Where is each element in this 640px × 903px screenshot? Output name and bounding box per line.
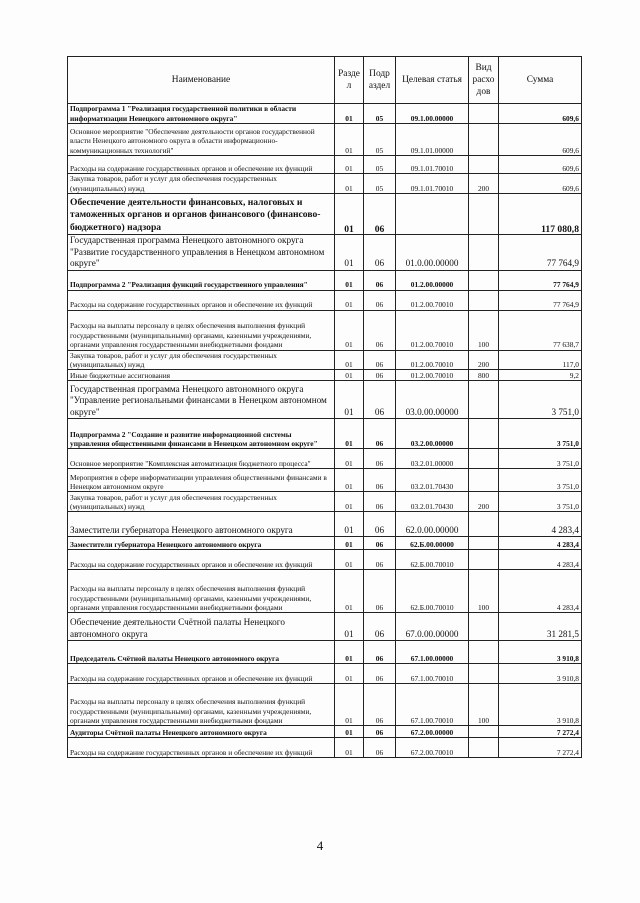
cell-expense-type	[469, 449, 499, 469]
cell-amount: 4 283,4	[499, 550, 582, 570]
table-row	[68, 570, 582, 613]
cell-target: 62.Б.00.70010	[396, 550, 469, 570]
cell-target: 67.0.00.00000	[396, 613, 469, 641]
cell-subsection: 06	[364, 550, 396, 570]
table-row	[68, 449, 582, 469]
cell-subsection: 06	[364, 738, 396, 758]
table-row	[68, 290, 582, 310]
cell-name: Основное мероприятие "Обеспечение деятельности органов государственной власти Ненецкого автономного округа в области информационно-коммуникационных технологий"	[68, 124, 335, 156]
table-row	[68, 641, 582, 664]
table-row	[68, 156, 582, 174]
cell-amount: 609,6	[499, 156, 582, 174]
cell-target: 01.2.00.70010	[396, 290, 469, 310]
cell-subsection: 06	[364, 469, 396, 492]
cell-target: 03.2.01.70430	[396, 492, 469, 512]
cell-expense-type	[469, 726, 499, 738]
table-row	[68, 104, 582, 124]
cell-target: 67.2.00.00000	[396, 726, 469, 738]
cell-subsection: 06	[364, 492, 396, 512]
cell-subsection: 06	[364, 537, 396, 550]
cell-expense-type	[469, 124, 499, 156]
cell-subsection: 06	[364, 419, 396, 449]
table-row	[68, 310, 582, 350]
cell-section: 01	[335, 194, 364, 235]
cell-target: 67.1.00.00000	[396, 641, 469, 664]
cell-name: Расходы на содержание государственных органов и обеспечение их функций	[68, 290, 335, 310]
cell-subsection: 06	[364, 726, 396, 738]
cell-section: 01	[335, 381, 364, 419]
cell-section: 01	[335, 738, 364, 758]
cell-subsection: 06	[364, 290, 396, 310]
cell-amount: 3 751,0	[499, 419, 582, 449]
cell-target: 03.0.00.00000	[396, 381, 469, 419]
table-header-row	[68, 57, 582, 104]
cell-subsection: 06	[364, 613, 396, 641]
cell-expense-type	[469, 419, 499, 449]
budget-table	[67, 56, 582, 758]
cell-amount: 4 283,4	[499, 570, 582, 613]
cell-target: 09.1.01.00000	[396, 124, 469, 156]
cell-target: 01.2.00.70010	[396, 370, 469, 381]
cell-subsection: 06	[364, 512, 396, 537]
cell-section: 01	[335, 370, 364, 381]
cell-section: 01	[335, 350, 364, 370]
cell-amount: 7 272,4	[499, 738, 582, 758]
cell-name: Расходы на содержание государственных органов и обеспечение их функций	[68, 738, 335, 758]
cell-subsection: 06	[364, 381, 396, 419]
cell-expense-type: 800	[469, 370, 499, 381]
cell-name: Подпрограмма 2 "Реализация функций государственного управления"	[68, 270, 335, 290]
cell-amount: 609,6	[499, 174, 582, 194]
cell-target: 01.2.00.00000	[396, 270, 469, 290]
cell-expense-type	[469, 381, 499, 419]
cell-target: 67.1.00.70010	[396, 684, 469, 726]
cell-name: Заместители губернатора Ненецкого автономного округа	[68, 537, 335, 550]
cell-name: Мероприятия в сфере информатизации управления общественными финансами в Ненецком автономном округе	[68, 469, 335, 492]
cell-section: 01	[335, 726, 364, 738]
cell-name: Иные бюджетные ассигнования	[68, 370, 335, 381]
cell-target: 09.1.01.70010	[396, 174, 469, 194]
cell-target: 01.2.00.70010	[396, 310, 469, 350]
page-number: 4	[316, 838, 324, 853]
cell-section: 01	[335, 235, 364, 271]
table-row	[68, 537, 582, 550]
cell-amount: 77 764,9	[499, 235, 582, 271]
cell-name: Председатель Счётной палаты Ненецкого автономного округа	[68, 641, 335, 664]
table-row	[68, 726, 582, 738]
cell-amount: 3 910,8	[499, 664, 582, 684]
cell-section: 01	[335, 290, 364, 310]
cell-target: 03.2.01.00000	[396, 449, 469, 469]
cell-expense-type	[469, 156, 499, 174]
cell-expense-type	[469, 104, 499, 124]
cell-name: Закупка товаров, работ и услуг для обеспечения государственных (муниципальных) нужд	[68, 174, 335, 194]
table-row	[68, 613, 582, 641]
cell-subsection: 05	[364, 124, 396, 156]
cell-subsection: 06	[364, 449, 396, 469]
cell-amount: 3 751,0	[499, 449, 582, 469]
cell-section: 01	[335, 613, 364, 641]
cell-section: 01	[335, 550, 364, 570]
cell-amount: 117 080,8	[499, 194, 582, 235]
cell-name: Заместители губернатора Ненецкого автономного округа	[68, 512, 335, 537]
cell-subsection: 06	[364, 310, 396, 350]
cell-target: 09.1.01.70010	[396, 156, 469, 174]
cell-name: Подпрограмма 1 "Реализация государственной политики в области информатизации Ненецкого автономного округа"	[68, 104, 335, 124]
cell-target: 67.2.00.70010	[396, 738, 469, 758]
cell-expense-type: 200	[469, 492, 499, 512]
cell-name: Закупка товаров, работ и услуг для обеспечения государственных (муниципальных) нужд	[68, 492, 335, 512]
cell-name: Обеспечение деятельности финансовых, налоговых и таможенных органов и органов финансового (финансово-бюджетного) надзора	[68, 194, 335, 235]
cell-section: 01	[335, 537, 364, 550]
table-row	[68, 194, 582, 235]
table-row	[68, 550, 582, 570]
cell-expense-type	[469, 194, 499, 235]
table-row	[68, 738, 582, 758]
cell-amount: 3 751,0	[499, 469, 582, 492]
cell-name: Расходы на выплаты персоналу в целях обеспечения выполнения функций государственными (муниципальными) органами, казенными учреждениями, органами управления государственными внебюджетными фондами	[68, 570, 335, 613]
cell-amount: 609,6	[499, 124, 582, 156]
cell-expense-type: 200	[469, 350, 499, 370]
cell-expense-type: 100	[469, 570, 499, 613]
cell-section: 01	[335, 449, 364, 469]
cell-amount: 77 638,7	[499, 310, 582, 350]
cell-expense-type	[469, 290, 499, 310]
cell-amount: 31 281,5	[499, 613, 582, 641]
cell-target: 01.0.00.00000	[396, 235, 469, 271]
header-name: Наименование	[68, 57, 335, 104]
cell-name: Основное мероприятие "Комплексная автоматизация бюджетного процесса"	[68, 449, 335, 469]
cell-section: 01	[335, 104, 364, 124]
cell-target: 62.Б.00.00000	[396, 537, 469, 550]
cell-amount: 77 764,9	[499, 290, 582, 310]
cell-section: 01	[335, 492, 364, 512]
cell-expense-type	[469, 664, 499, 684]
table-row	[68, 684, 582, 726]
cell-amount: 3 751,0	[499, 492, 582, 512]
cell-amount: 3 751,0	[499, 381, 582, 419]
table-row	[68, 469, 582, 492]
cell-amount: 117,0	[499, 350, 582, 370]
cell-target: 67.1.00.70010	[396, 664, 469, 684]
cell-name: Расходы на содержание государственных органов и обеспечение их функций	[68, 664, 335, 684]
cell-expense-type	[469, 235, 499, 271]
cell-amount: 77 764,9	[499, 270, 582, 290]
cell-target	[396, 194, 469, 235]
cell-target: 62.0.00.00000	[396, 512, 469, 537]
cell-section: 01	[335, 156, 364, 174]
cell-section: 01	[335, 684, 364, 726]
cell-name: Государственная программа Ненецкого автономного округа "Развитие государственного управления в Ненецком автономном округе"	[68, 235, 335, 271]
cell-subsection: 06	[364, 664, 396, 684]
cell-name: Расходы на содержание государственных органов и обеспечение их функций	[68, 156, 335, 174]
cell-subsection: 06	[364, 684, 396, 726]
cell-name: Расходы на выплаты персоналу в целях обеспечения выполнения функций государственными (муниципальными) органами, казенными учреждениями, органами управления государственными внебюджетными фондами	[68, 310, 335, 350]
cell-name: Обеспечение деятельности Счётной палаты Ненецкого автономного округа	[68, 613, 335, 641]
cell-section: 01	[335, 270, 364, 290]
cell-section: 01	[335, 641, 364, 664]
table-row	[68, 350, 582, 370]
cell-subsection: 06	[364, 350, 396, 370]
cell-expense-type	[469, 469, 499, 492]
cell-amount: 9,2	[499, 370, 582, 381]
cell-subsection: 06	[364, 641, 396, 664]
table-row	[68, 419, 582, 449]
cell-section: 01	[335, 512, 364, 537]
cell-name: Государственная программа Ненецкого автономного округа "Управление региональными финансами в Ненецком автономном округе"	[68, 381, 335, 419]
header-section: Разде л	[335, 57, 364, 104]
cell-name: Подпрограмма 2 "Создание и развитие информационной системы управления общественными финансами в Ненецком автономном округе"	[68, 419, 335, 449]
cell-expense-type	[469, 641, 499, 664]
cell-expense-type: 200	[469, 174, 499, 194]
header-amount: Сумма	[499, 57, 582, 104]
cell-amount: 609,6	[499, 104, 582, 124]
cell-expense-type	[469, 512, 499, 537]
cell-amount: 3 910,8	[499, 641, 582, 664]
table-row	[68, 664, 582, 684]
table-row	[68, 235, 582, 271]
cell-expense-type	[469, 270, 499, 290]
cell-amount: 7 272,4	[499, 726, 582, 738]
cell-name: Закупка товаров, работ и услуг для обеспечения государственных (муниципальных) нужд	[68, 350, 335, 370]
cell-expense-type: 100	[469, 310, 499, 350]
cell-section: 01	[335, 310, 364, 350]
cell-expense-type	[469, 613, 499, 641]
cell-target: 03.2.01.70430	[396, 469, 469, 492]
cell-name: Расходы на выплаты персоналу в целях обеспечения выполнения функций государственными (муниципальными) органами, казенными учреждениями, органами управления государственными внебюджетными фондами	[68, 684, 335, 726]
table-row	[68, 370, 582, 381]
cell-subsection: 05	[364, 174, 396, 194]
cell-target: 62.Б.00.70010	[396, 570, 469, 613]
cell-subsection: 06	[364, 194, 396, 235]
table-row	[68, 492, 582, 512]
cell-subsection: 06	[364, 235, 396, 271]
table-row	[68, 381, 582, 419]
table-row	[68, 270, 582, 290]
cell-section: 01	[335, 174, 364, 194]
cell-expense-type	[469, 738, 499, 758]
cell-section: 01	[335, 570, 364, 613]
cell-name: Расходы на содержание государственных органов и обеспечение их функций	[68, 550, 335, 570]
table-row	[68, 124, 582, 156]
cell-subsection: 05	[364, 104, 396, 124]
cell-amount: 4 283,4	[499, 537, 582, 550]
cell-target: 03.2.00.00000	[396, 419, 469, 449]
cell-amount: 4 283,4	[499, 512, 582, 537]
cell-expense-type	[469, 537, 499, 550]
header-expense-type: Вид расхо дов	[469, 57, 499, 104]
cell-subsection: 05	[364, 156, 396, 174]
cell-subsection: 06	[364, 370, 396, 381]
header-subsection: Подр аздел	[364, 57, 396, 104]
cell-target: 09.1.00.00000	[396, 104, 469, 124]
cell-section: 01	[335, 664, 364, 684]
cell-expense-type: 100	[469, 684, 499, 726]
cell-section: 01	[335, 419, 364, 449]
table-row	[68, 174, 582, 194]
cell-section: 01	[335, 469, 364, 492]
cell-name: Аудиторы Счётной палаты Ненецкого автономного округа	[68, 726, 335, 738]
cell-section: 01	[335, 124, 364, 156]
cell-subsection: 06	[364, 270, 396, 290]
cell-target: 01.2.00.70010	[396, 350, 469, 370]
cell-subsection: 06	[364, 570, 396, 613]
cell-expense-type	[469, 550, 499, 570]
table-row	[68, 512, 582, 537]
cell-amount: 3 910,8	[499, 684, 582, 726]
header-target: Целевая статья	[396, 57, 469, 104]
